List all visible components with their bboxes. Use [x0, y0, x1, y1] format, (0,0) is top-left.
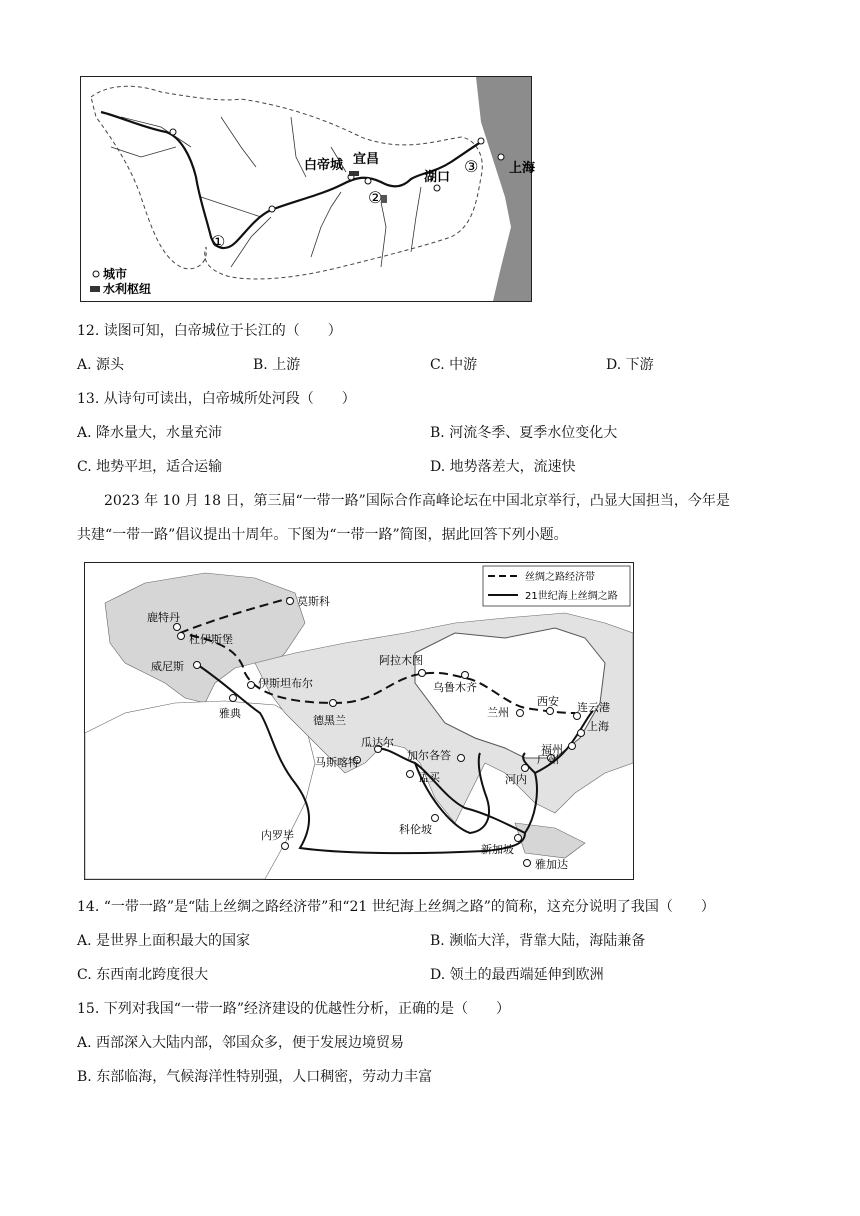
label-muscat: 马斯喀特 [315, 756, 359, 769]
city-hanoi [522, 765, 529, 772]
city-marker [478, 138, 484, 144]
label-hanoi: 河内 [505, 773, 527, 786]
legend-dam: 水利枢纽 [103, 282, 152, 296]
label-yichang: 宜昌 [353, 152, 380, 167]
label-nairobi: 内罗毕 [261, 829, 294, 842]
q14-option-d[interactable]: D. 领土的最西端延伸到欧洲 [430, 967, 604, 983]
city-rotterdam [174, 624, 181, 631]
label-gwadar: 瓜达尔 [361, 736, 394, 749]
yangtze-map-svg [81, 77, 536, 301]
label-tehran: 德黑兰 [313, 714, 346, 727]
label-almaty: 阿拉木图 [379, 654, 423, 667]
city-moscow [287, 598, 294, 605]
q14-option-c[interactable]: C. 东西南北跨度很大 [77, 967, 209, 983]
city-kolkata [458, 755, 465, 762]
city-almaty [419, 670, 426, 677]
legend-dam-icon [90, 286, 100, 292]
city-istanbul [248, 682, 255, 689]
city-venice [194, 662, 201, 669]
label-shanghai: 上海 [509, 161, 536, 176]
q13-option-d[interactable]: D. 地势落差大，流速快 [430, 459, 576, 475]
city-singapore [515, 835, 522, 842]
city-jakarta [524, 860, 531, 867]
label-marker-1: ① [211, 232, 226, 251]
label-hukou: 湖口 [424, 170, 451, 185]
q15-option-b[interactable]: B. 东部临海，气候海洋性特别强，人口稠密，劳动力丰富 [77, 1069, 433, 1085]
q12-option-d[interactable]: D. 下游 [606, 357, 654, 373]
label-colombo: 科伦坡 [399, 823, 432, 836]
q12-option-b[interactable]: B. 上游 [253, 357, 301, 373]
label-istanbul: 伊斯坦布尔 [258, 677, 313, 690]
city-marker [170, 129, 176, 135]
city-urumqi [462, 672, 469, 679]
label-marker-2: ② [368, 188, 383, 207]
label-jakarta: 雅加达 [535, 858, 568, 871]
label-kolkata: 加尔各答 [407, 749, 451, 762]
label-fuzhou: 福州 [541, 743, 563, 756]
label-shanghai: 上海 [587, 720, 609, 733]
label-lianyungang: 连云港 [577, 701, 610, 714]
city-nairobi [282, 843, 289, 850]
city-marker [365, 178, 371, 184]
label-rotterdam: 鹿特丹 [147, 611, 180, 624]
label-xian: 西安 [537, 695, 559, 708]
label-lanzhou: 兰州 [487, 706, 509, 719]
label-guangzhou: 广州 [537, 753, 559, 766]
legend-city: 城市 [103, 267, 128, 281]
q12-option-c[interactable]: C. 中游 [430, 357, 478, 373]
city-colombo [432, 815, 439, 822]
city-shanghai [578, 730, 585, 737]
city-athens [230, 695, 237, 702]
q12-option-a[interactable]: A. 源头 [77, 357, 125, 373]
q14-option-a[interactable]: A. 是世界上面积最大的国家 [77, 933, 251, 949]
city-marker [498, 154, 504, 160]
q13-option-a[interactable]: A. 降水量大，水量充沛 [77, 425, 223, 441]
label-moscow: 莫斯科 [297, 595, 330, 608]
city-xian [547, 708, 554, 715]
city-duisburg [178, 633, 185, 640]
legend-city-icon [93, 271, 99, 277]
label-baidicheng: 白帝城 [304, 158, 344, 173]
label-marker-3: ③ [464, 157, 479, 176]
q14-stem: 14. “一带一路”是“陆上丝绸之路经济带”和“21 世纪海上丝绸之路”的简称，这充分说明了我国（ ） [77, 899, 715, 915]
label-singapore: 新加坡 [481, 843, 514, 856]
q15-stem: 15. 下列对我国“一带一路”经济建设的优越性分析，正确的是（ ） [77, 1001, 511, 1017]
label-athens: 雅典 [219, 707, 241, 720]
q12-stem: 12. 读图可知，白帝城位于长江的（ ） [77, 323, 342, 339]
belt-and-road-map [84, 562, 634, 880]
q14-option-b[interactable]: B. 濒临大洋，背靠大陆，海陆兼备 [430, 933, 646, 949]
legend-sea: 21世纪海上丝绸之路 [525, 591, 618, 602]
city-tehran [330, 700, 337, 707]
east-sea-shading [476, 77, 531, 301]
dam-marker [349, 171, 359, 176]
belt-road-map-svg [85, 563, 633, 879]
q13-option-b[interactable]: B. 河流冬季、夏季水位变化大 [430, 425, 618, 441]
label-mumbai: 孟买 [418, 771, 440, 784]
q13-option-c[interactable]: C. 地势平坦，适合运输 [77, 459, 223, 475]
label-urumqi: 乌鲁木齐 [433, 681, 477, 694]
label-venice: 威尼斯 [151, 660, 184, 673]
label-duisburg: 杜伊斯堡 [189, 633, 233, 646]
legend-land: 丝绸之路经济带 [525, 572, 595, 583]
yangtze-river-map [80, 76, 536, 302]
city-marker [434, 185, 440, 191]
city-marker [269, 206, 275, 212]
city-lanzhou [517, 710, 524, 717]
city-mumbai [407, 771, 414, 778]
q15-option-a[interactable]: A. 西部深入大陆内部，邻国众多，便于发展边境贸易 [77, 1035, 405, 1051]
city-fuzhou [569, 743, 576, 750]
q13-stem: 13. 从诗句可读出，白帝城所处河段（ ） [77, 391, 356, 407]
intro-line-2: 共建“一带一路”倡议提出十周年。下图为“一带一路”简图，据此回答下列小题。 [77, 527, 568, 543]
intro-line-1: 2023 年 10 月 18 日，第三届“一带一路”国际合作高峰论坛在中国北京举行，凸显大国担当，今年是 [104, 493, 730, 509]
